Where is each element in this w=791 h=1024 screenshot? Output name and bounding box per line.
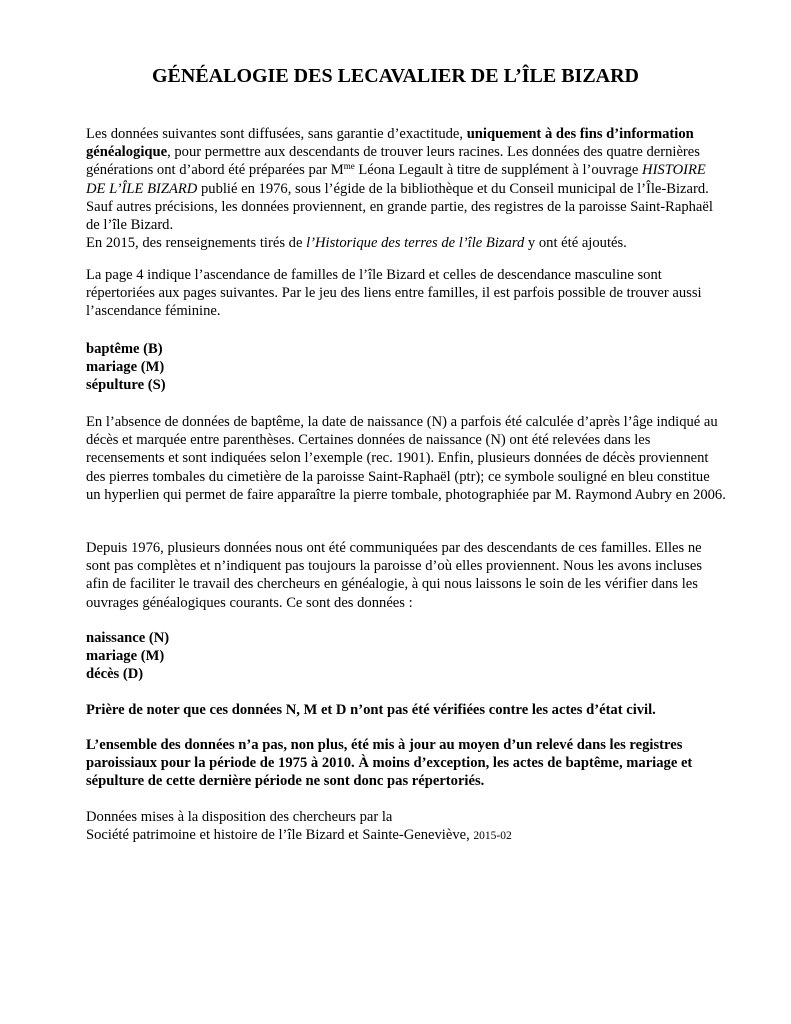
descendants-data-paragraph: Depuis 1976, plusieurs données nous ont été communiquées par des descendants de ces familles. Elles ne sont pas complètes et n’indiquent pas toujours la paroisse d’où elles proviennent. Nous les avons incluses afin de faciliter le travail des chercheurs en généalogie, à qui nous laissons le soin de les vérifier dans les ouvrages généalogiques courants. Ce sont des données : <box>86 540 703 611</box>
legend-item-naissance: naissance (N) <box>86 630 170 646</box>
footer-credit <box>86 808 726 845</box>
ascendance-paragraph: La page 4 indique l’ascendance de familles de l’île Bizard et celles de descendance masculine sont répertoriées aux pages suivantes. Par le jeu des liens entre familles, il est parfois possible de trouver aussi l’ascendance féminine. <box>86 267 702 320</box>
legend-item-bapteme: baptême (B) <box>86 341 163 357</box>
title-abbrev-superscript: me <box>343 161 355 172</box>
source-title: l’Historique des terres de l’île Bizard <box>306 235 525 252</box>
intro-text: Les données suivantes sont diffusées, sans garantie d’exactitude, <box>86 126 467 142</box>
birth-data-paragraph: En l’absence de données de baptême, la date de naissance (N) a parfois été calculée d’après l’âge indiqué au décès et marquée entre parenthèses. Certaines données de naissance (N) ont été relevées dans les recensements et sont indiquées selon l’exemple (rec. 1901). Enfin, plusieurs données de décès proviennent des pierres tombales du cimetière de la paroisse Saint-Raphaël (ptr); ce symbole souligné en bleu constitue un hyperlien qui permet de faire apparaître la pierre tombale, photographiée par M. Raymond Aubry en 2006. <box>86 414 726 503</box>
intro-emphasis: uniquement à des fins d’information généalogique <box>86 126 694 161</box>
update-note: L’ensemble des données n’a pas, non plus, été mis à jour au moyen d’un relevé dans les registres paroissiaux pour la période de 1975 à 2010. À moins d’exception, les actes de baptême, mariage et sépulture de cette dernière période ne sont donc pas répertoriés. <box>86 737 693 790</box>
society-name: Société patrimoine et histoire de l’île Bizard et Sainte-Geneviève, <box>86 827 474 844</box>
intro-paragraph <box>86 125 726 252</box>
footer-line-2 <box>86 826 726 845</box>
intro-text: Léona Legault à titre de supplément à l’ouvrage <box>354 162 643 179</box>
footer-line-1: Données mises à la disposition des chercheurs par la <box>86 809 393 825</box>
intro-text: , pour permettre aux descendants de trouver leurs racines. Les données des quatre dernières générations ont d’abord été préparées par M <box>86 144 700 179</box>
legend-item-deces: décès (D) <box>86 666 144 683</box>
intro-text: publié en 1976, sous l’égide de la bibliothèque et du Conseil municipal de l’Île-Bizard. Sauf autres précisions, les données proviennent, en grande partie, des registres de la paroisse Saint-Raphaël de l’île Bizard. <box>86 180 713 234</box>
civil-event-legend <box>86 629 726 684</box>
verification-note: Prière de noter que ces données N, M et D n’ont pas été vérifiées contre les actes d’état civil. <box>86 702 656 718</box>
intro-text: En 2015, des renseignements tirés de <box>86 235 307 252</box>
book-title: HISTOIRE DE L’ÎLE BIZARD <box>86 162 706 197</box>
intro-text: y ont été ajoutés. <box>524 235 627 252</box>
page-title: GÉNÉALOGIE DES LECAVALIER DE L’ÎLE BIZARD <box>151 65 639 87</box>
legend-item-sepulture: sépulture (S) <box>86 377 166 394</box>
sacrament-legend <box>86 340 726 395</box>
footer-date: 2015-02 <box>473 830 512 843</box>
legend-item-mariage: mariage (M) <box>86 648 165 665</box>
legend-item-mariage: mariage (M) <box>86 359 165 376</box>
